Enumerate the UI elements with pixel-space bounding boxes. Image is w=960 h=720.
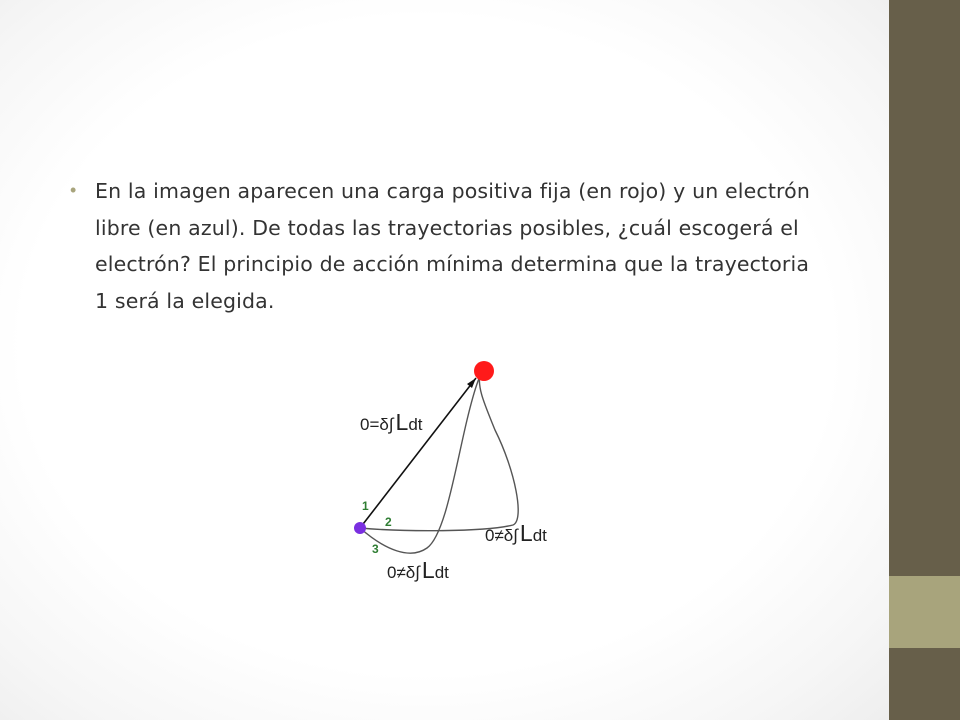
bullet-text: En la imagen aparecen una carga positiva fija (en rojo) y un electrón libre (en azul). De todas las trayectorias posibles, ¿cuál escogerá el electrón? El principio de acción mínima determina que la trayectoria 1 será la elegida. xyxy=(95,179,810,313)
trajectory-2-path xyxy=(360,374,518,531)
bullet-marker: • xyxy=(70,180,77,200)
trajectory-1-arrowhead xyxy=(467,378,476,388)
sidebar-band-accent xyxy=(889,576,960,648)
trajectory-3-path xyxy=(360,374,481,553)
sidebar-band-top xyxy=(889,0,960,576)
trajectory-2-label: 2 xyxy=(385,515,392,529)
free-electron xyxy=(354,522,366,534)
formula-action-1: 0=δ∫Ldt xyxy=(360,409,423,435)
trajectory-diagram-svg xyxy=(345,350,575,590)
trajectory-diagram xyxy=(345,350,575,590)
formula-action-2: 0≠δ∫Ldt xyxy=(485,520,547,546)
trajectory-1-label: 1 xyxy=(362,499,369,513)
formula-action-3: 0≠δ∫Ldt xyxy=(387,557,449,583)
sidebar-band-bottom xyxy=(889,648,960,720)
bullet-item xyxy=(70,173,810,319)
trajectory-1-path xyxy=(360,378,476,528)
trajectory-3-label: 3 xyxy=(372,542,379,556)
positive-charge xyxy=(474,361,494,381)
